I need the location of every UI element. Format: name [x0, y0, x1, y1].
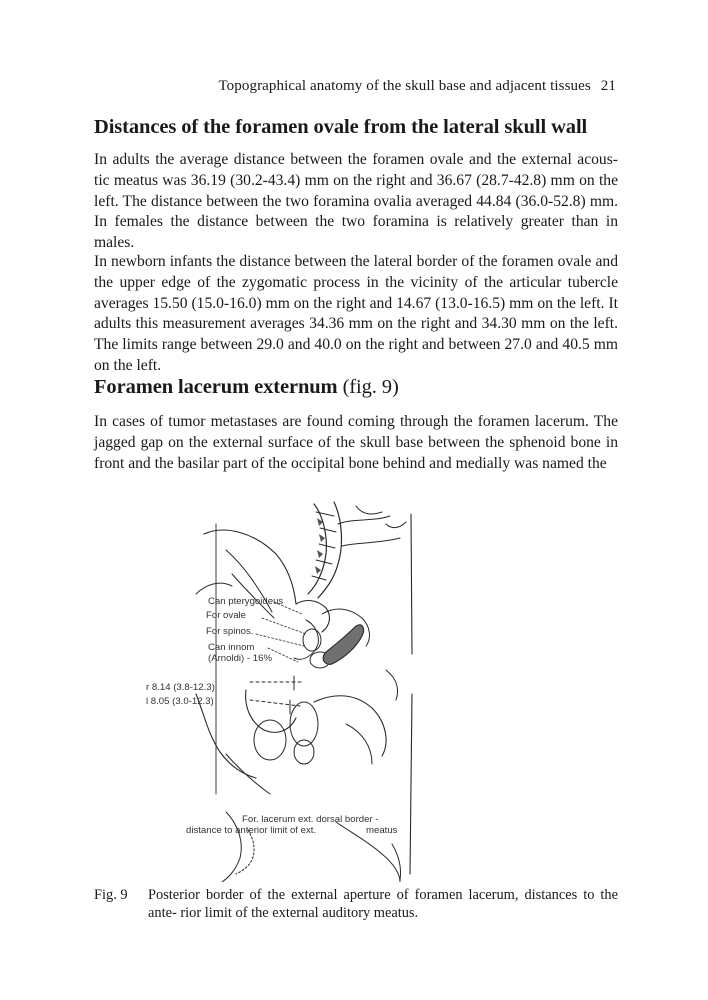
paragraph-adults-distance-wrap — [94, 150, 618, 254]
foramen-lacerum-shading — [323, 625, 363, 665]
paragraph-foramen-lacerum: In cases of tumor metastases are found coming through the foramen lacerum. The jagged gap on the external surface of the skull base between the sphenoid bone in front and the basilar part of the occipital bone behind and medially was named the — [94, 413, 618, 472]
label-for-ovale: For ovale — [206, 610, 246, 621]
figure-caption — [94, 886, 618, 922]
label-for-spinos: For spinos. — [206, 626, 254, 637]
page-number: 21 — [600, 78, 616, 94]
section-foramen-ovale-heading-wrap — [94, 116, 618, 139]
paragraph-adults-distance: In adults the average distance between the foramen ovale and the external acous- tic meatus was 36.19 (30.2-43.4) mm on the right and 36.67 (28.7-42.8) mm on the left. The distance between the two foramina ovalia averaged 44.84 (36.0-52.8) mm. In females the distance between the two foramina is relatively greater than in males. — [94, 151, 618, 252]
heading-bold-part: Foramen lacerum externum — [94, 376, 338, 398]
label-can-pterygoideus: Can pterygoideus — [208, 596, 284, 607]
running-head — [218, 78, 616, 95]
caption-text: Posterior border of the external aperture of foramen lacerum, distances to the ante- rior limit of the external auditory meatus. — [148, 887, 618, 921]
section-heading-foramen-ovale: Distances of the foramen ovale from the lateral skull wall — [94, 116, 588, 138]
section-foramen-lacerum-heading-wrap — [94, 376, 618, 399]
paragraph-newborn-wrap — [94, 252, 618, 377]
label-distance-to-anterior: distance to anterior limit of ext. — [186, 825, 317, 836]
caption-number: Fig. 9 — [94, 887, 128, 903]
label-left-measurement: l 8.05 (3.0-12.3) — [146, 696, 214, 707]
section-heading-foramen-lacerum — [94, 376, 618, 399]
figure-9-skull-base-drawing — [146, 494, 428, 882]
running-head-title: Topographical anatomy of the skull base and adjacent tissues — [218, 78, 591, 94]
label-right-measurement: r 8.14 (3.8-12.3) — [146, 682, 215, 693]
label-foramen-lacerum-ext: For. lacerum ext. dorsal border - — [242, 814, 379, 825]
label-arnoldi: (Arnoldi) - 16% — [208, 653, 272, 664]
paragraph-foramen-lacerum-wrap — [94, 412, 618, 474]
paragraph-newborn-distance: In newborn infants the distance between the lateral border of the foramen ovale and the upper edge of the zygomatic process in the vicinity of the articular tubercle averages 15.50 (15.0-16.0) mm on the right and 14.67 (13.0-16.5) mm on the left. It adults this measurement averages 34.36 mm on the right and 34.30 mm on the left. The limits range between 29.0 and 40.0 on the right and between 27.0 and 40.5 mm on the left. — [94, 253, 618, 374]
label-can-innom: Can innom — [208, 642, 255, 653]
heading-fig-reference: (fig. 9) — [342, 376, 399, 398]
label-meatus: meatus — [366, 825, 398, 836]
